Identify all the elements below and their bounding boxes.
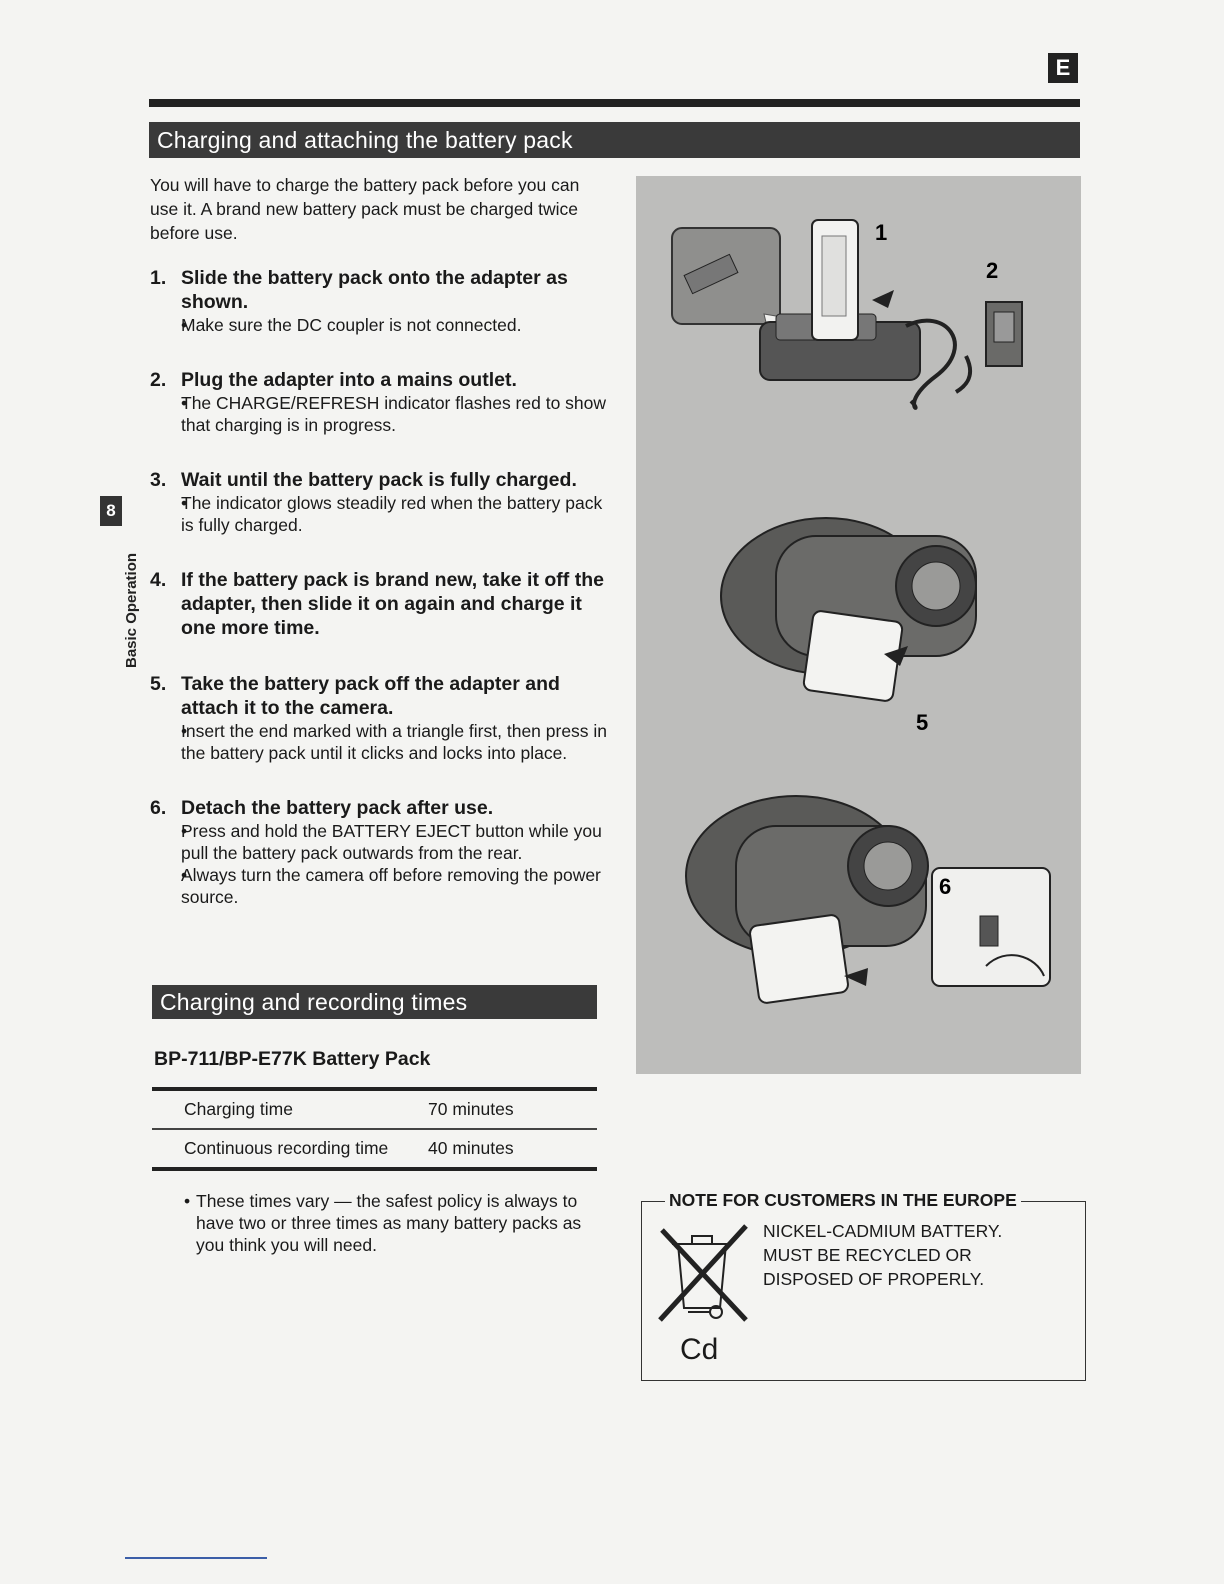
step-item [150,672,610,764]
callout-5: 5 [916,710,929,735]
table-row [152,1130,597,1167]
eu-notice-title: NOTE FOR CUSTOMERS IN THE EUROPE [665,1190,1021,1211]
section-title-charging [149,122,1080,158]
battery-illustration [636,176,1081,1074]
step-bullet: • Always turn the camera off before removing the power source. [181,864,610,908]
eu-notice-line: MUST BE RECYCLED OR [763,1245,972,1265]
eu-notice-line: DISPOSED OF PROPERLY. [763,1269,985,1289]
step-heading: If the battery pack is brand new, take it off the adapter, then slide it on again and charge it one more time. [181,569,604,639]
step-bullet: • Press and hold the BATTERY EJECT button while you pull the battery pack outwards from the rear. [181,820,610,864]
step-number: 5. [150,673,167,695]
footer-line [125,1557,267,1559]
section-title-text: Charging and attaching the battery pack [157,126,573,153]
step-bullet: • Make sure the DC coupler is not connected. [181,314,610,336]
section-title-recording-times [152,985,597,1019]
eu-notice-line: NICKEL-CADMIUM BATTERY. [763,1221,1003,1241]
callout-2: 2 [986,258,999,283]
step-item [150,368,610,436]
step-item [150,468,610,536]
table-row [152,1091,597,1128]
charging-times-table [152,1087,597,1171]
section-title-text: Charging and recording times [160,988,468,1015]
table-cell-label: Continuous recording time [184,1137,389,1158]
cadmium-symbol-label: Cd [680,1333,719,1366]
top-rule [149,99,1080,107]
step-number: 4. [150,569,167,591]
step-bullet: • Insert the end marked with a triangle first, then press in the battery pack until it clicks and locks into place. [181,720,610,764]
step-number: 6. [150,797,167,819]
step-heading: Plug the adapter into a mains outlet. [181,369,517,391]
table-rule [152,1167,597,1171]
illustration-panel [636,176,1081,1074]
side-tab-label: Basic Operation [123,552,140,668]
step-heading: Slide the battery pack onto the adapter as shown. [181,267,568,313]
recording-times-note: • These times vary — the safest policy is always to have two or three times as many battery packs as you think you will need. [184,1190,606,1256]
crossed-bin-icon [652,1222,752,1326]
step-heading: Detach the battery pack after use. [181,797,494,819]
language-badge: E [1048,53,1078,83]
step-item [150,266,610,336]
eu-notice-text [763,1219,1002,1291]
steps-list [150,266,610,908]
step-heading: Take the battery pack off the adapter and attach it to the camera. [181,673,560,719]
step-bullet: • The indicator glows steadily red when the battery pack is fully charged. [181,492,610,536]
step-bullet: • The CHARGE/REFRESH indicator flashes red to show that charging is in progress. [181,392,610,436]
step-heading: Wait until the battery pack is fully charged. [181,469,577,491]
step-item [150,796,610,908]
step-number: 1. [150,267,167,289]
side-tab-page-number: 8 [100,496,122,526]
table-cell-value: 70 minutes [428,1099,514,1119]
step-number: 3. [150,469,167,491]
callout-1: 1 [875,220,888,245]
table-cell-label: Charging time [184,1099,293,1119]
callout-6: 6 [939,874,952,899]
step-item [150,568,610,640]
table-cell-value: 40 minutes [428,1137,514,1158]
intro-paragraph: You will have to charge the battery pack before you can use it. A brand new battery pack must be charged twice before use. [150,175,580,243]
battery-pack-title: BP-711/BP-E77K Battery Pack [154,1048,431,1070]
step-number: 2. [150,369,167,391]
